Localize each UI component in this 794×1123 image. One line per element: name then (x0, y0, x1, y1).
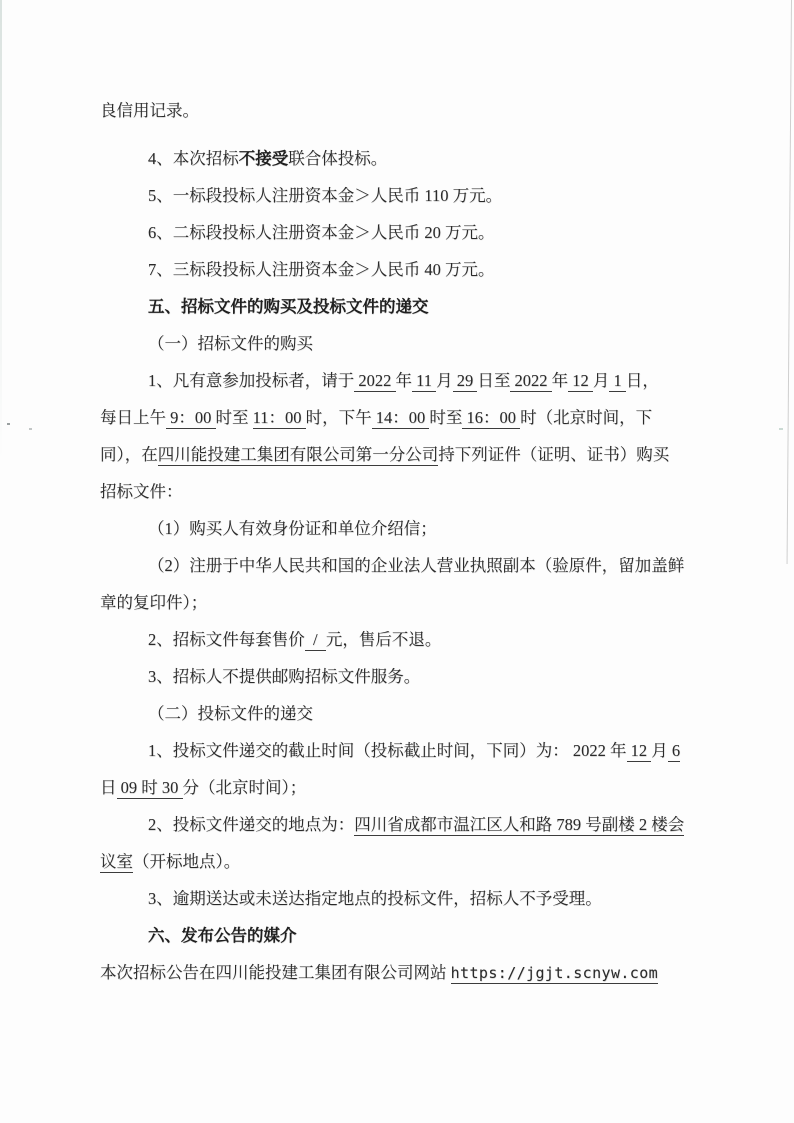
line-purchase-1c (100, 436, 694, 473)
text-segment: 月 (436, 371, 453, 390)
text-segment: 时至 (215, 408, 253, 427)
line-purchase-1d (100, 473, 694, 510)
text-segment: 持下列证件（证明、证书）购买 (438, 445, 670, 464)
text-segment: 良信用记录。 (100, 101, 199, 120)
line-media (100, 954, 694, 991)
text-segment: 六、发布公告的媒介 (148, 926, 297, 945)
line-purchase-2 (100, 621, 694, 658)
text-segment: 时至 (429, 408, 463, 427)
text-segment: 章的复印件）； (100, 593, 208, 612)
text-segment: 月 (592, 371, 610, 390)
underlined-field: 2022 (354, 371, 396, 390)
underlined-field: 29 (452, 371, 478, 390)
text-segment: 元，售后不退。 (325, 630, 442, 649)
line-cert-2b (100, 584, 694, 621)
scan-speck (29, 428, 32, 430)
line-purchase-3 (100, 658, 694, 695)
line-cert-1 (100, 510, 694, 547)
underlined-field: 9：00 (166, 408, 216, 427)
line-item-4 (100, 140, 694, 177)
text-segment: 同），在 (100, 445, 158, 464)
text-segment: （1）购买人有效身份证和单位介绍信； (148, 519, 437, 538)
text-segment: 不接受 (238, 149, 289, 168)
document-body (100, 92, 694, 991)
text-segment: 年 (551, 371, 569, 390)
text-segment: 日 (100, 778, 117, 797)
line-item-5 (100, 177, 694, 214)
text-segment: （2）注册于中华人民共和国的企业法人营业执照副本（验原件，留加盖鲜 (148, 556, 685, 575)
scan-left-edge-artifact (0, 0, 2, 460)
text-segment: 时，下午 (305, 408, 372, 427)
underlined-field: 16：00 (462, 408, 521, 427)
text-segment: 3、招标人不提供邮购招标文件服务。 (148, 667, 421, 686)
underlined-field: 四川能投建工集团有限公司第一分公司 (157, 445, 439, 464)
heading-section-6 (100, 917, 694, 954)
line-submit-1b (100, 769, 694, 806)
underlined-field: 6 (667, 741, 681, 760)
text-segment: （一）招标文件的购买 (148, 334, 313, 353)
line-submit-3 (100, 880, 694, 917)
line-item-6 (100, 214, 694, 251)
underlined-field: 12 (626, 741, 652, 760)
line-submit-2a (100, 806, 694, 843)
underlined-field: 11：00 (252, 408, 306, 427)
text-segment: 3、逾期送达或未送达指定地点的投标文件，招标人不予受理。 (148, 889, 602, 908)
text-segment: 4、本次招标 (148, 149, 239, 168)
underlined-field: 12 (568, 371, 593, 390)
text-segment: 时（北京时间，下 (520, 408, 653, 427)
line-submit-1a (100, 732, 694, 769)
scan-speck (779, 428, 783, 430)
text-segment: 2、招标文件每套售价 (148, 630, 305, 649)
line-subsection-1 (100, 325, 694, 362)
text-segment: 每日上午 (100, 408, 166, 427)
underlined-field: 14：00 (371, 408, 430, 427)
text-segment: 1、投标文件递交的截止时间（投标截止时间，下同）为： 2022 年 (148, 741, 627, 760)
text-segment: 分（北京时间）； (182, 778, 307, 797)
text-segment: 月 (651, 741, 668, 760)
text-segment: 招标文件： (100, 482, 183, 501)
underlined-field: 11 (412, 371, 437, 390)
underlined-field: 09 时 30 (116, 778, 183, 797)
line-credit-record (100, 92, 694, 129)
line-purchase-1a (100, 362, 694, 399)
scan-right-edge-artifact (787, 0, 792, 564)
text-segment: 五、招标文件的购买及投标文件的递交 (148, 297, 429, 316)
scan-speck (7, 423, 10, 425)
website-url-text: https://jgjt.scnyw.com (450, 964, 659, 982)
text-segment: 联合体投标。 (288, 149, 388, 168)
underlined-field: 议室 (100, 852, 133, 871)
text-segment: 日， (625, 371, 659, 390)
underlined-field: / (304, 630, 326, 649)
text-segment: 1、凡有意参加投标者，请于 (148, 371, 355, 390)
line-cert-2a (100, 547, 694, 584)
underlined-field: 四川省成都市温江区人和路 789 号副楼 2 楼会 (354, 815, 685, 834)
text-segment: 7、三标段投标人注册资本金＞人民币 40 万元。 (148, 260, 495, 279)
text-segment: 年 (395, 371, 412, 390)
text-segment: 6、二标段投标人注册资本金＞人民币 20 万元。 (148, 223, 495, 242)
line-submit-2b (100, 843, 694, 880)
text-segment: 2、投标文件递交的地点为： (148, 815, 355, 834)
line-purchase-1b (100, 399, 694, 436)
text-segment: 本次招标公告在四川能投建工集团有限公司网站 (100, 963, 451, 982)
underlined-field: 2022 (510, 371, 552, 390)
line-subsection-2 (100, 695, 694, 732)
line-item-7 (100, 251, 694, 288)
text-segment: （二）投标文件的递交 (148, 704, 313, 723)
heading-section-5 (100, 288, 694, 325)
underlined-field: 1 (609, 371, 626, 390)
text-segment: 日至 (477, 371, 511, 390)
text-segment: 5、一标段投标人注册资本金＞人民币 110 万元。 (148, 186, 503, 205)
text-segment: （开标地点）。 (133, 852, 241, 871)
